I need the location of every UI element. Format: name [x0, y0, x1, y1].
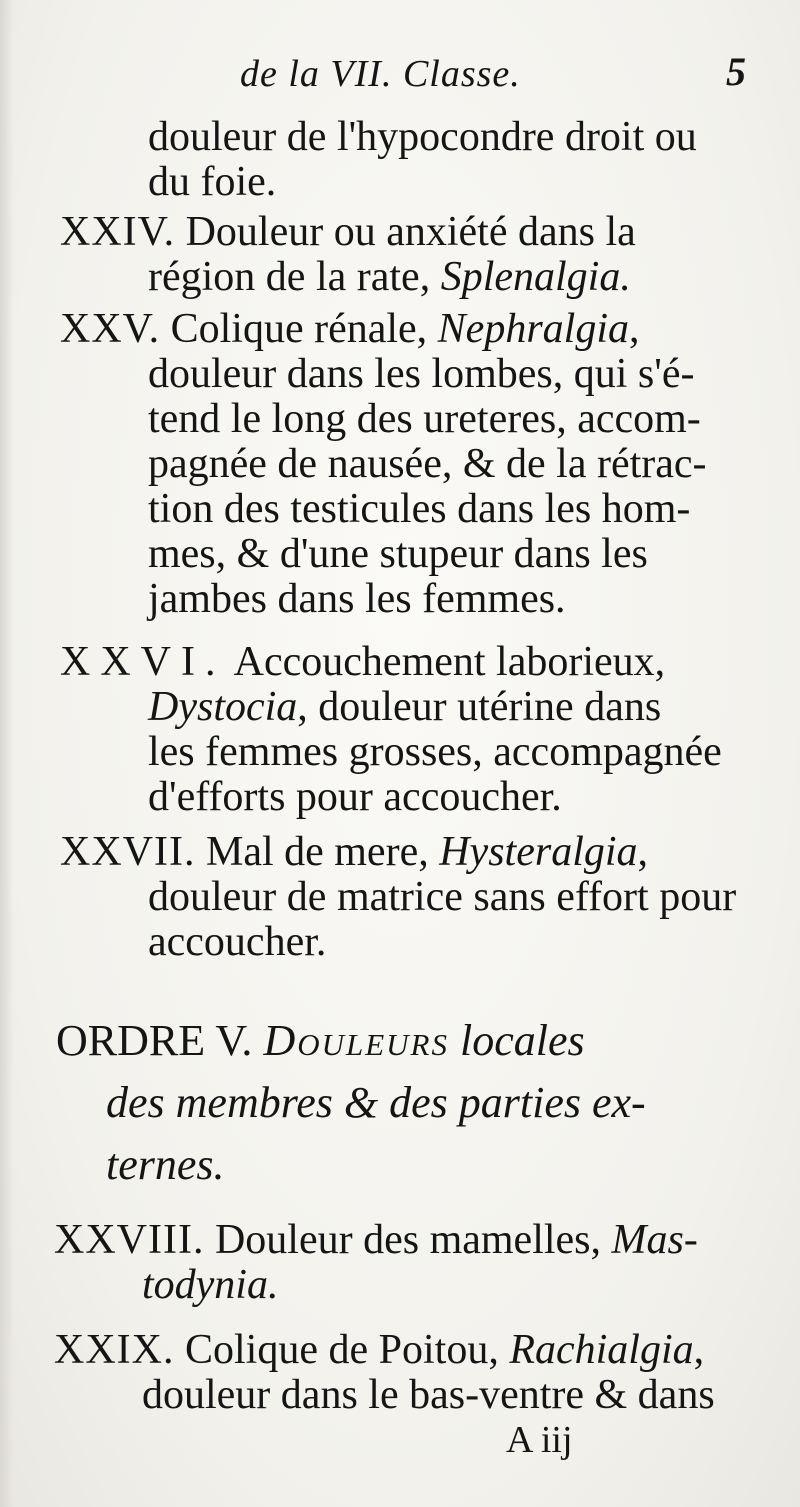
order-title: locales	[449, 1016, 585, 1065]
entry-line: douleur dans les lombes, qui s'é-	[148, 351, 695, 397]
entry-text: ,	[629, 306, 640, 352]
latin-term: Rachialgia	[509, 1327, 694, 1373]
entry-text: région de la rate,	[148, 254, 441, 300]
entry-line: mes, & d'une stupeur dans les	[148, 531, 648, 577]
order-subtitle-line: ternes.	[106, 1140, 225, 1189]
page-header	[0, 48, 800, 108]
entry-line: d'efforts pour accoucher.	[148, 774, 562, 820]
entry-text: Douleur ou anxiété dans la	[175, 209, 636, 255]
order-title-smallcaps: Douleurs	[263, 1016, 449, 1065]
entry-text: Colique rénale,	[160, 306, 438, 352]
latin-term: Nephralgia	[437, 306, 630, 352]
entry-number: XXIV.	[60, 209, 176, 255]
page-number: 5	[726, 49, 746, 94]
latin-term: Hysteralgia	[439, 829, 638, 875]
entry-xxvii	[60, 830, 750, 965]
entry-line: douleur de matrice sans effort pour	[148, 874, 737, 920]
entry-line: pagnée de nausée, & de la rétrac-	[148, 441, 707, 487]
entry-number: XXVI.	[60, 639, 226, 685]
entry-line: les femmes grosses, accompagnée	[148, 729, 722, 775]
entry-line: tend le long des ureteres, accom-	[148, 396, 701, 442]
latin-term: Mas-	[611, 1217, 698, 1263]
entry-line: jambes dans les femmes.	[148, 576, 566, 622]
order-label: ORDRE V.	[56, 1016, 264, 1065]
entry-text: Douleur des mamelles,	[204, 1217, 612, 1263]
entry-xxix	[54, 1328, 744, 1418]
entry-line: tion des testicules dans les hom-	[148, 486, 691, 532]
order-subtitle-line: des membres & des parties ex-	[106, 1078, 646, 1127]
entry-text: Accouchement laborieux,	[225, 639, 666, 685]
entry-number: XXIX.	[54, 1327, 175, 1373]
running-head: de la VII. Classe.	[240, 53, 521, 95]
entry-text: , douleur utérine dans	[297, 684, 662, 730]
entry-xxiv	[60, 210, 750, 300]
page-edge-shadow	[0, 0, 14, 1507]
latin-term: Dystocia	[148, 684, 298, 730]
entry-line: douleur de l'hypocondre droit ou	[148, 114, 697, 160]
entry-number: XXVIII.	[54, 1217, 205, 1263]
entry-continuation	[60, 115, 750, 205]
entry-text: ,	[637, 829, 649, 875]
entry-text: Mal de mere,	[195, 829, 440, 875]
order-heading	[56, 1010, 756, 1196]
entry-xxv	[60, 307, 750, 622]
entry-text: Colique de Poitou,	[174, 1327, 510, 1373]
entry-number: XXVII.	[60, 829, 196, 875]
entry-line: accoucher.	[148, 919, 327, 965]
latin-term: Splenalgia.	[440, 254, 631, 300]
entry-line: du foie.	[148, 159, 277, 205]
entry-xxviii	[54, 1218, 744, 1308]
entry-number: XXV.	[60, 306, 161, 352]
latin-term: todynia.	[142, 1262, 279, 1308]
entry-text: ,	[693, 1327, 705, 1373]
signature-mark: A iij	[506, 1419, 573, 1461]
entry-xxvi	[60, 640, 750, 820]
entry-line: douleur dans le bas-ventre & dans	[142, 1372, 715, 1418]
